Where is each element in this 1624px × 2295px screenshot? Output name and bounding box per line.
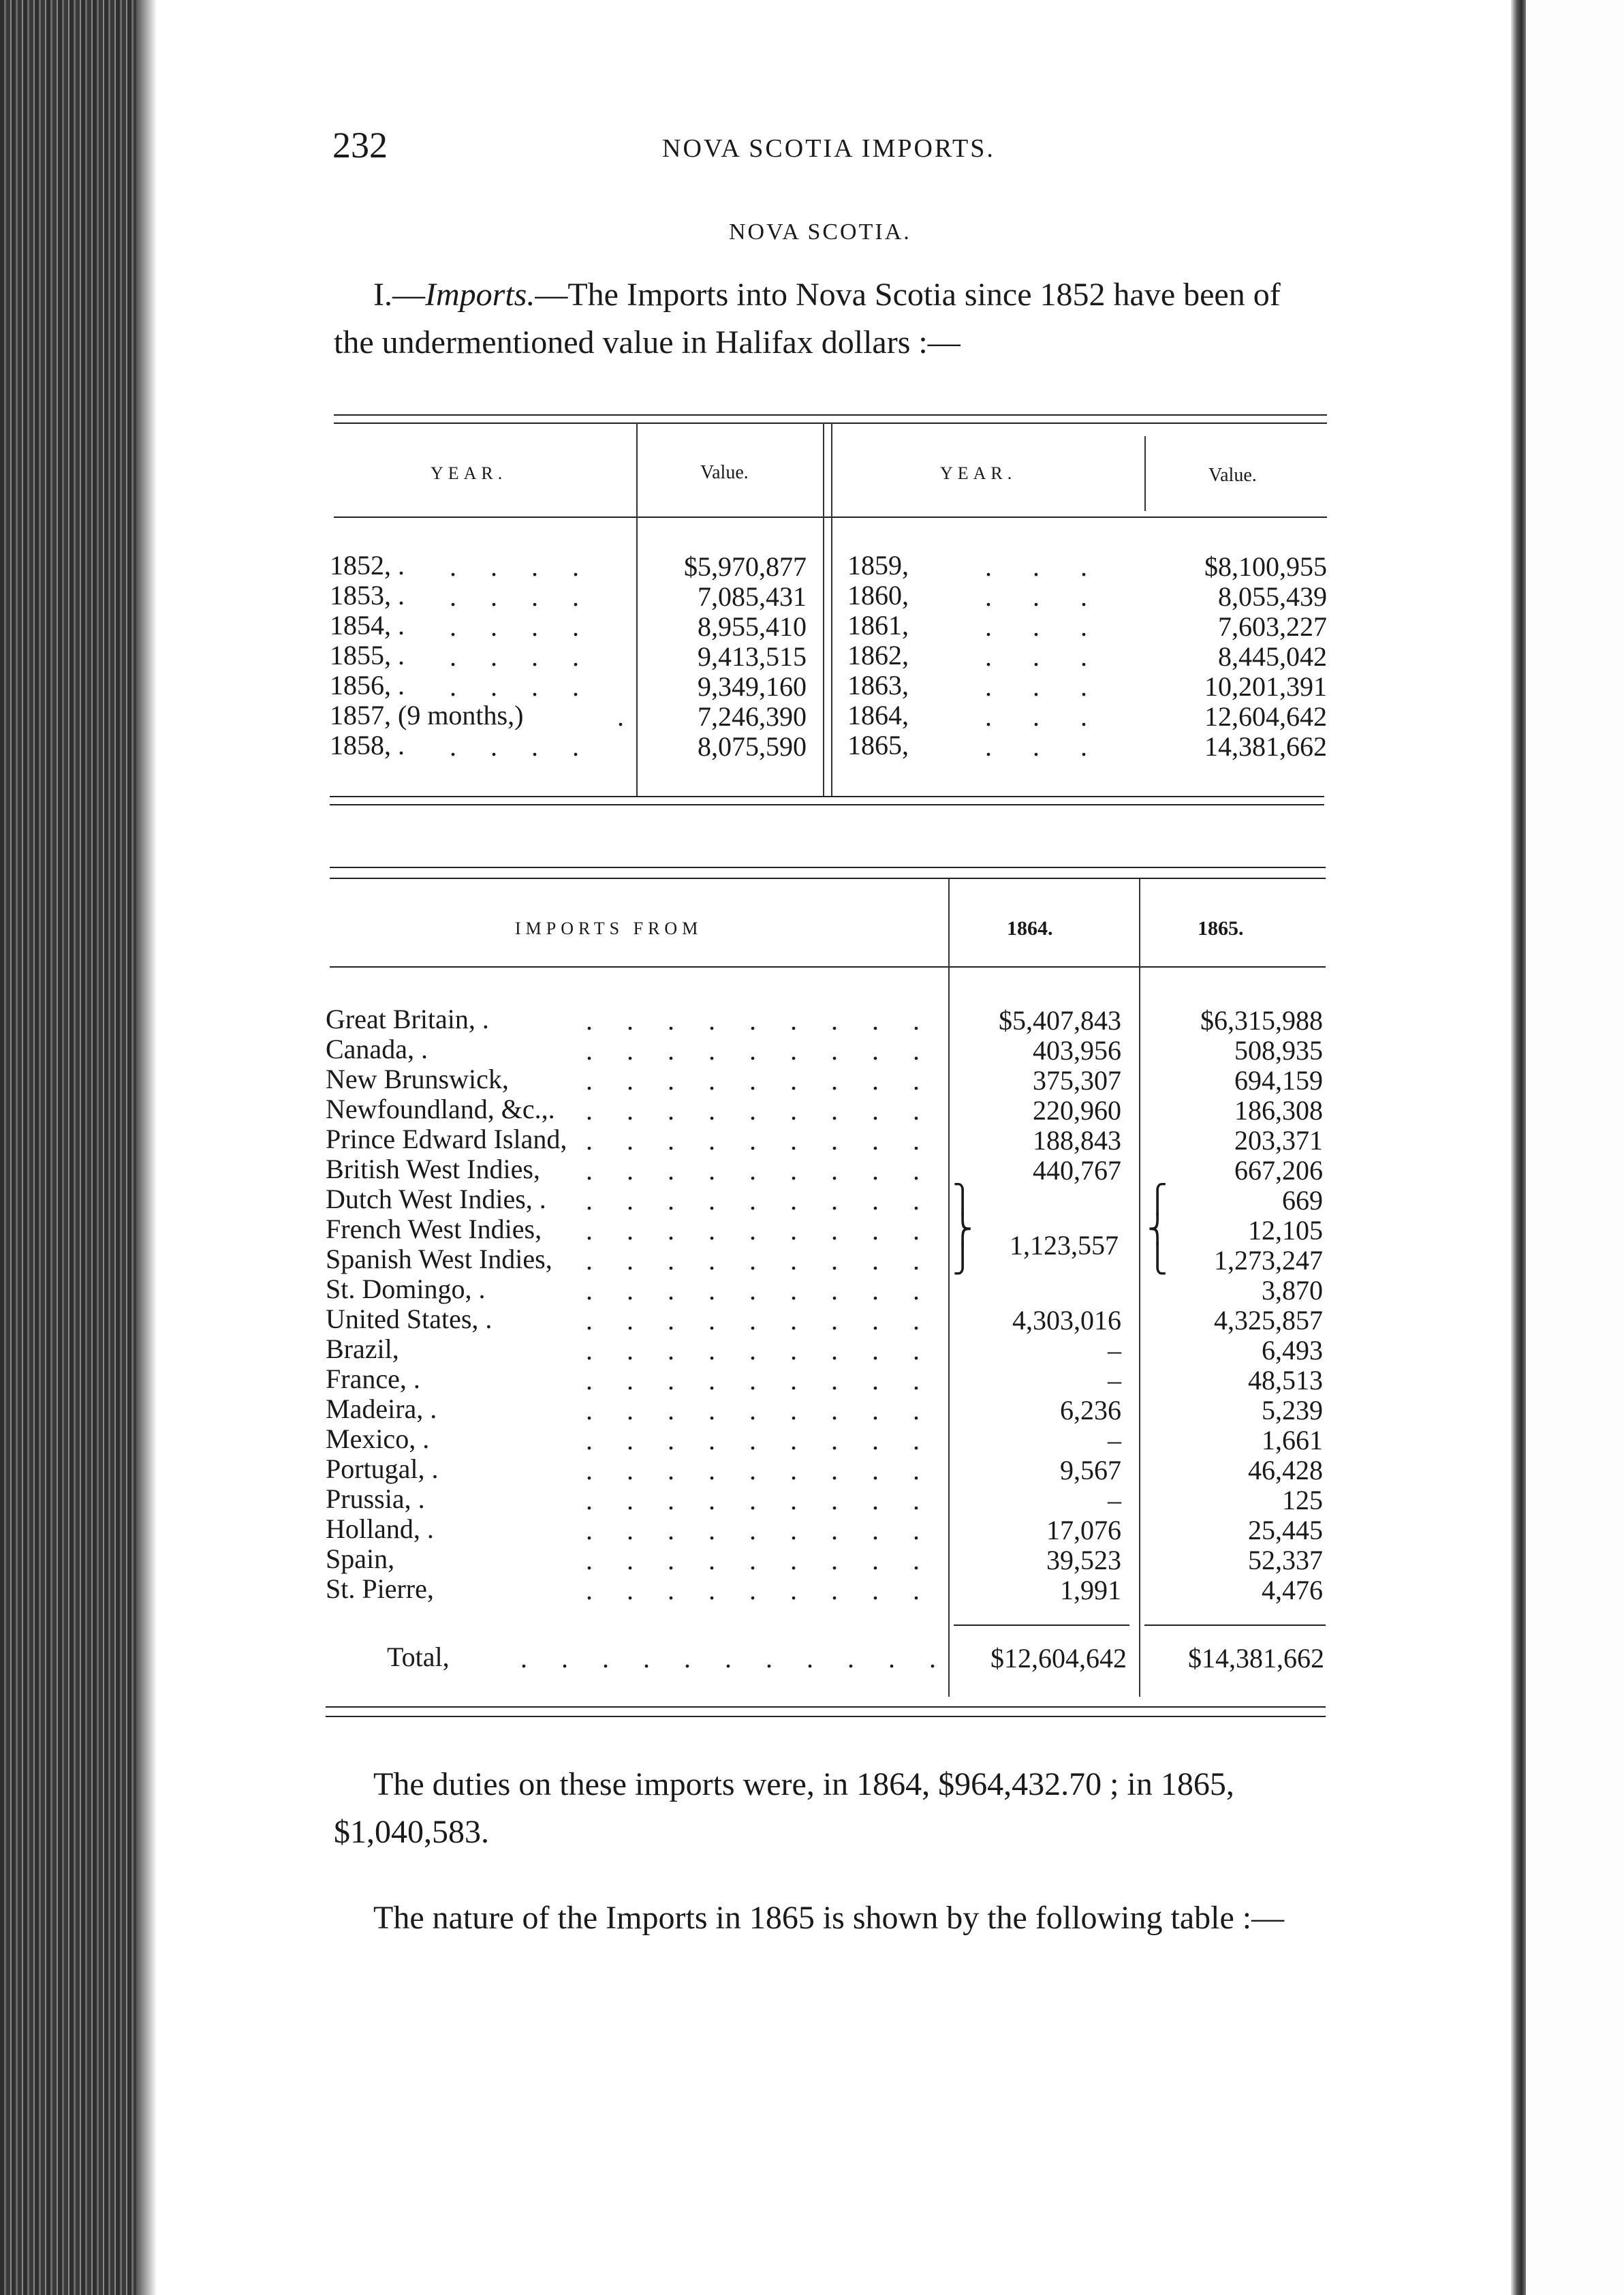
t1-left-year-5: 1857, (9 months,) bbox=[330, 700, 524, 730]
t1-right-year-4: 1863, bbox=[847, 670, 909, 700]
value-1864: 375,307 bbox=[1033, 1065, 1121, 1096]
t1-left-value-5: 7,246,390 bbox=[698, 701, 807, 732]
t1-right-value-2: 7,603,227 bbox=[1218, 611, 1327, 642]
total-1865: $14,381,662 bbox=[1188, 1643, 1324, 1674]
t1-left-year-2: 1854, . bbox=[330, 610, 405, 641]
value-1864: 440,767 bbox=[1033, 1155, 1121, 1186]
country-name: France, . bbox=[326, 1364, 420, 1394]
value-1865: 5,239 bbox=[1262, 1395, 1323, 1426]
value-1865: 186,308 bbox=[1234, 1095, 1323, 1126]
value-1865: 125 bbox=[1282, 1485, 1323, 1515]
country-name: Great Britain, . bbox=[326, 1004, 489, 1034]
country-name: St. Pierre, bbox=[326, 1573, 434, 1604]
country-name: Brazil, bbox=[326, 1334, 399, 1364]
country-name: Mexico, . bbox=[326, 1423, 430, 1454]
nature-paragraph: The nature of the Imports in 1865 is shown by the following table :— bbox=[373, 1900, 1285, 1936]
t1-right-year-2: 1861, bbox=[847, 610, 909, 641]
intro-prefix: I.— bbox=[373, 277, 425, 313]
country-name: French West Indies, bbox=[326, 1214, 542, 1244]
value-1865: 52,337 bbox=[1248, 1545, 1323, 1575]
value-1864: 220,960 bbox=[1033, 1095, 1121, 1126]
page-number: 232 bbox=[332, 125, 388, 166]
country-name: Spain, bbox=[326, 1543, 395, 1574]
duties-paragraph: The duties on these imports were, in 1864, $964,432.70 ; in 1865, $1,040,583. bbox=[334, 1766, 1234, 1850]
book-gutter bbox=[0, 0, 154, 2295]
value-1865: 3,870 bbox=[1262, 1275, 1323, 1306]
t1-left-year-4: 1856, . bbox=[330, 670, 405, 700]
intro-paragraph bbox=[334, 271, 1328, 367]
value-1865: 6,493 bbox=[1262, 1335, 1323, 1366]
intro-italic: Imports. bbox=[424, 277, 535, 313]
country-name: Holland, . bbox=[326, 1513, 434, 1544]
t1-left-value-6: 8,075,590 bbox=[698, 731, 807, 762]
value-1865: 12,105 bbox=[1248, 1215, 1323, 1246]
gutter-shadow bbox=[136, 0, 157, 2295]
margin-strip bbox=[1526, 0, 1624, 2295]
t1-left-year-6: 1858, . bbox=[330, 730, 405, 760]
t1-right-value-1: 8,055,439 bbox=[1218, 581, 1327, 612]
value-1865: 1,273,247 bbox=[1214, 1245, 1323, 1276]
country-name: British West Indies, bbox=[326, 1154, 540, 1184]
value-1864: $5,407,843 bbox=[999, 1005, 1121, 1036]
t1-right-value-3: 8,445,042 bbox=[1218, 641, 1327, 672]
t1-right-value-4: 10,201,391 bbox=[1204, 671, 1327, 702]
t1-left-value-3: 9,413,515 bbox=[698, 641, 807, 672]
value-1865: $6,315,988 bbox=[1200, 1005, 1323, 1036]
value-1865: 694,159 bbox=[1234, 1065, 1323, 1096]
t1-right-year-3: 1862, bbox=[847, 640, 909, 671]
t1-right-value-0: $8,100,955 bbox=[1204, 551, 1327, 582]
value-1865: 508,935 bbox=[1234, 1035, 1323, 1066]
t1-left-value-4: 9,349,160 bbox=[698, 671, 807, 702]
value-1864: 4,303,016 bbox=[1012, 1305, 1121, 1336]
country-name: United States, . bbox=[326, 1304, 493, 1334]
total-label: Total, bbox=[387, 1642, 450, 1672]
t1-right-value-5: 12,604,642 bbox=[1204, 701, 1327, 732]
t1-left-value-1: 7,085,431 bbox=[698, 581, 807, 612]
country-name: New Brunswick, bbox=[326, 1064, 509, 1094]
value-1865: 4,476 bbox=[1262, 1575, 1323, 1605]
t1-right-year-5: 1864, bbox=[847, 700, 909, 730]
country-name: Spanish West Indies, bbox=[326, 1244, 552, 1274]
value-1865: 203,371 bbox=[1234, 1125, 1323, 1156]
country-name: St. Domingo, . bbox=[326, 1274, 486, 1304]
header-year-right: YEAR. bbox=[940, 463, 1017, 483]
value-1864: 39,523 bbox=[1046, 1545, 1121, 1575]
country-name: Madeira, . bbox=[326, 1393, 437, 1424]
t1-right-value-6: 14,381,662 bbox=[1204, 731, 1327, 762]
country-name: Canada, . bbox=[326, 1034, 428, 1064]
value-1865: 25,445 bbox=[1248, 1515, 1323, 1545]
t1-left-value-0: $5,970,877 bbox=[684, 551, 807, 582]
t1-left-year-3: 1855, . bbox=[330, 640, 405, 671]
header-1864: 1864. bbox=[1007, 917, 1053, 940]
value-1865: 1,661 bbox=[1262, 1425, 1323, 1455]
country-name: Portugal, . bbox=[326, 1453, 439, 1484]
value-1864: 9,567 bbox=[1060, 1455, 1121, 1485]
header-year-left: YEAR. bbox=[431, 463, 507, 483]
country-name: Prussia, . bbox=[326, 1483, 425, 1514]
t1-right-year-6: 1865, bbox=[847, 730, 909, 760]
value-1864: – bbox=[1108, 1365, 1121, 1396]
t1-right-year-1: 1860, bbox=[847, 580, 909, 611]
country-name: Dutch West Indies, . bbox=[326, 1184, 546, 1214]
value-1864: 17,076 bbox=[1046, 1515, 1121, 1545]
intro-text: —The Imports into Nova Scotia since 1852 have been of the undermentioned value in Halifax dollars :— bbox=[334, 277, 1281, 360]
header-value-right: Value. bbox=[1208, 465, 1257, 486]
value-1864: – bbox=[1108, 1335, 1121, 1366]
value-1865: 48,513 bbox=[1248, 1365, 1323, 1396]
header-imports-from: IMPORTS FROM bbox=[515, 919, 703, 938]
value-1864: – bbox=[1108, 1425, 1121, 1455]
value-1864: 1,991 bbox=[1060, 1575, 1121, 1605]
t1-left-year-0: 1852, . bbox=[330, 550, 405, 581]
value-1864: – bbox=[1108, 1485, 1121, 1515]
header-1865: 1865. bbox=[1198, 917, 1244, 940]
header-value-left: Value. bbox=[700, 462, 749, 483]
value-1864: 6,236 bbox=[1060, 1395, 1121, 1426]
page-edge bbox=[1511, 0, 1526, 2295]
running-head: NOVA SCOTIA IMPORTS. bbox=[662, 134, 995, 163]
value-1864: 403,956 bbox=[1033, 1035, 1121, 1066]
country-name: Newfoundland, &c.,. bbox=[326, 1094, 555, 1124]
west-indies-1864: 1,123,557 bbox=[1010, 1230, 1119, 1261]
t1-right-year-0: 1859, bbox=[847, 550, 909, 581]
total-1864: $12,604,642 bbox=[990, 1643, 1127, 1674]
value-1864: 188,843 bbox=[1033, 1125, 1121, 1156]
section-heading: NOVA SCOTIA. bbox=[729, 219, 911, 245]
brace-1864: ⎫ ⎬ ⎭ bbox=[952, 1184, 973, 1274]
value-1865: 669 bbox=[1282, 1185, 1323, 1216]
t1-left-year-1: 1853, . bbox=[330, 580, 405, 611]
value-1865: 667,206 bbox=[1234, 1155, 1323, 1186]
country-name: Prince Edward Island, bbox=[326, 1124, 567, 1154]
value-1865: 4,325,857 bbox=[1214, 1305, 1323, 1336]
value-1865: 46,428 bbox=[1248, 1455, 1323, 1485]
t1-left-value-2: 8,955,410 bbox=[698, 611, 807, 642]
brace-1865: ⎧ ⎨ ⎩ bbox=[1147, 1184, 1168, 1274]
